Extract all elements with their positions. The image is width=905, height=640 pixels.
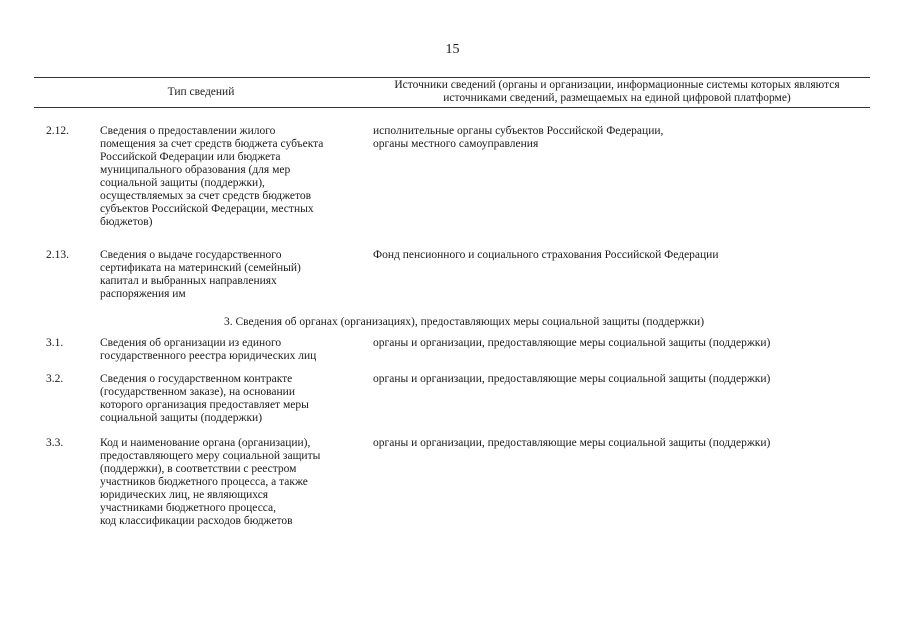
column-header-sources: Источники сведений (органы и организации, информационные системы которых являются источниками сведений, размещаемых на единой цифровой платформе) [394,79,840,104]
section-title: 3. Сведения об органах (организациях), предоставляющих меры социальной защиты (поддержки) [223,316,705,328]
row-type-text: Код и наименование органа (организации), предоставляющего меру социальной защиты (поддержки), в соответствии с реестром участников бюджетного процесса, а также юридических лиц, не являющихся участниками бюджетного процесса, код классификации расходов бюджетов [100,437,321,527]
row-source-text: органы и организации, предоставляющие меры социальной защиты (поддержки) [373,337,771,349]
row-number: 3.3. [46,437,64,449]
row-source-text: Фонд пенсионного и социального страхования Российской Федерации [373,249,719,261]
row-type-text: Сведения об организации из единого государственного реестра юридических лиц [100,337,317,362]
page-number: 15 [445,42,460,57]
row-number: 2.12. [46,125,69,137]
row-source-text: исполнительные органы субъектов Российской Федерации, органы местного самоуправления [373,125,664,150]
row-number: 2.13. [46,249,69,261]
row-number: 3.2. [46,373,64,385]
row-type-text: Сведения о государственном контракте (государственном заказе), на основании которого организация предоставляет меры социальной защиты (поддержки) [100,373,309,424]
column-header-type: Тип сведений [167,86,235,98]
table-header-top-rule [34,77,870,78]
row-source-text: органы и организации, предоставляющие меры социальной защиты (поддержки) [373,437,771,449]
row-source-text: органы и организации, предоставляющие меры социальной защиты (поддержки) [373,373,771,385]
row-number: 3.1. [46,337,64,349]
row-type-text: Сведения о выдаче государственного сертификата на материнский (семейный) капитал и выбранных направлениях распоряжения им [100,249,301,300]
table-header-bottom-rule [34,107,870,108]
row-type-text: Сведения о предоставлении жилого помещения за счет средств бюджета субъекта Российской Федерации или бюджета муниципального образования (для мер социальной защиты (поддержки), осуществляемых за счет средств бюджетов субъектов Российской Федерации, местных бюджетов) [100,125,324,228]
